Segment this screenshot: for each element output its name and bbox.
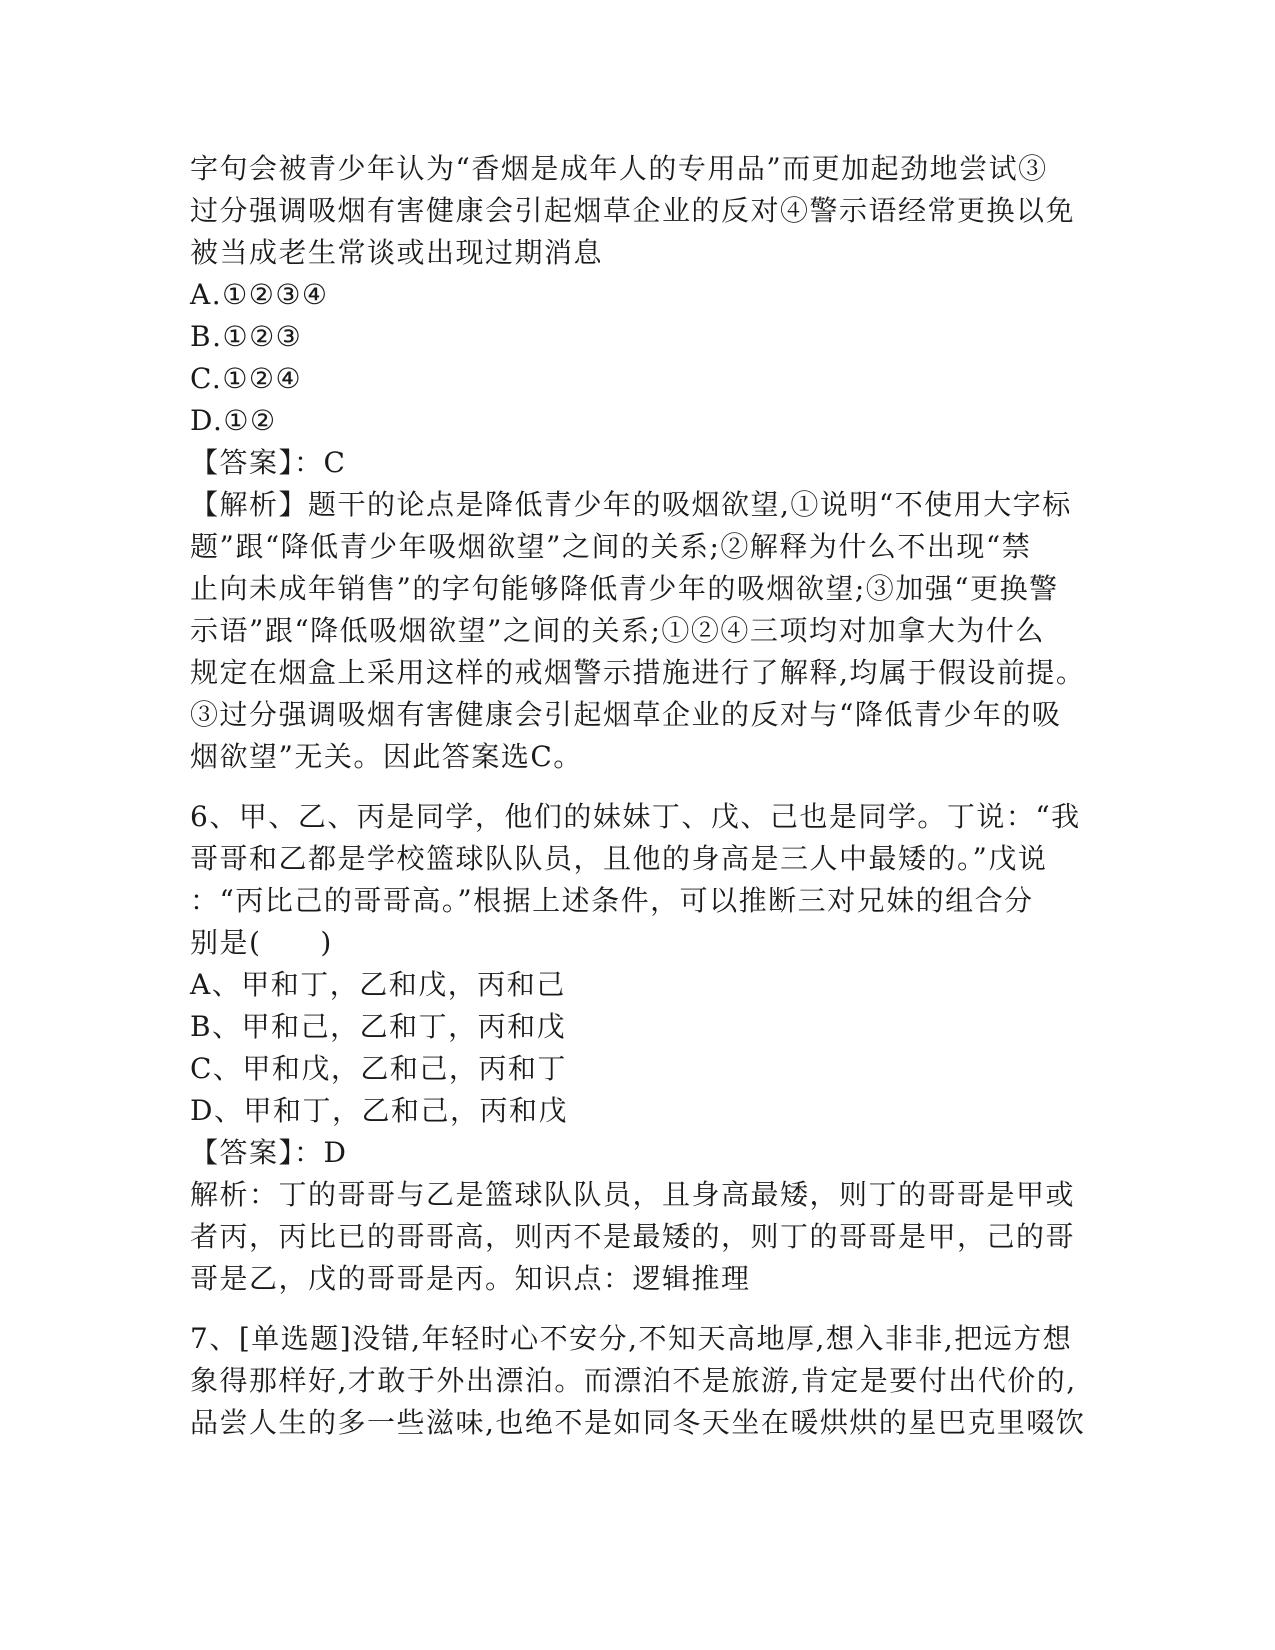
option-b: B、甲和己，乙和丁，丙和戊 [190, 1010, 567, 1043]
analysis-line: 烟欲望”无关。因此答案选C。 [190, 740, 583, 773]
stem-line: 品尝人生的多一些滋味,也绝不是如同冬天坐在暖烘烘的星巴克里啜饮 [190, 1406, 1086, 1439]
analysis-line: 示语”跟“降低吸烟欲望”之间的关系;①②④三项均对加拿大为什么 [190, 614, 1045, 647]
analysis-line: 止向未成年销售”的字句能够降低青少年的吸烟欲望;③加强“更换警 [190, 572, 1059, 605]
question-7 [190, 1318, 1086, 1444]
option-a: A、甲和丁，乙和戊，丙和己 [190, 968, 566, 1001]
analysis [190, 484, 1086, 778]
option-b: B.①②③ [190, 320, 303, 353]
stem-line: 象得那样好,才敢于外出漂泊。而漂泊不是旅游,肯定是要付出代价的, [190, 1364, 1077, 1397]
stem-line: 字句会被青少年认为“香烟是成年人的专用品”而更加起劲地尝试③ [190, 152, 1048, 185]
section-gap [190, 778, 1080, 796]
analysis-line: 者丙，丙比已的哥哥高，则丙不是最矮的，则丁的哥哥是甲，己的哥 [190, 1220, 1076, 1253]
section-gap [190, 1300, 1080, 1318]
stem-line: 别是( ) [190, 926, 333, 959]
option-list [190, 964, 1080, 1132]
analysis-line: 【解析】题干的论点是降低青少年的吸烟欲望,①说明“不使用大字标 [190, 488, 1072, 521]
option-d: D、甲和丁，乙和己，丙和戊 [190, 1094, 568, 1127]
option-c: C.①②④ [190, 362, 303, 395]
stem-line: ：“丙比己的哥哥高。”根据上述条件，可以推断三对兄妹的组合分 [190, 884, 1034, 917]
question-5-continued [190, 148, 1086, 778]
question-stem [190, 148, 1080, 274]
option-d: D.①② [190, 404, 277, 437]
question-6 [190, 796, 1080, 1300]
analysis-line: 题”跟“降低青少年吸烟欲望”之间的关系;②解释为什么不出现“禁 [190, 530, 1032, 563]
option-a: A.①②③④ [190, 278, 329, 311]
option-c: C、甲和戊，乙和己，丙和丁 [190, 1052, 567, 1085]
question-stem [190, 1318, 1086, 1444]
stem-line: 6、甲、乙、丙是同学，他们的妹妹丁、戊、己也是同学。丁说：“我 [190, 800, 1081, 833]
stem-line: 过分强调吸烟有害健康会引起烟草企业的反对④警示语经常更换以免 [190, 194, 1076, 227]
stem-line: 哥哥和乙都是学校篮球队队员，且他的身高是三人中最矮的。”戊说 [190, 842, 1048, 875]
answer-line: 【答案】：D [190, 1136, 348, 1169]
analysis-line: 哥是乙，戊的哥哥是丙。知识点：逻辑推理 [190, 1262, 751, 1295]
stem-line: 被当成老生常谈或出现过期消息 [190, 236, 604, 269]
analysis-line: ③过分强调吸烟有害健康会引起烟草企业的反对与“降低青少年的吸 [190, 698, 1062, 731]
analysis-line: 解析：丁的哥哥与乙是篮球队队员，且身高最矮，则丁的哥哥是甲或 [190, 1178, 1076, 1211]
answer-line: 【答案】：C [190, 446, 347, 479]
analysis [190, 1174, 1080, 1300]
stem-line: 7、[单选题]没错,年轻时心不安分,不知天高地厚,想入非非,把远方想 [190, 1322, 1073, 1355]
question-stem [190, 796, 1080, 964]
option-list [190, 274, 1080, 442]
analysis-line: 规定在烟盒上采用这样的戒烟警示措施进行了解释,均属于假设前提。 [190, 656, 1086, 689]
document-page [190, 148, 1086, 1444]
